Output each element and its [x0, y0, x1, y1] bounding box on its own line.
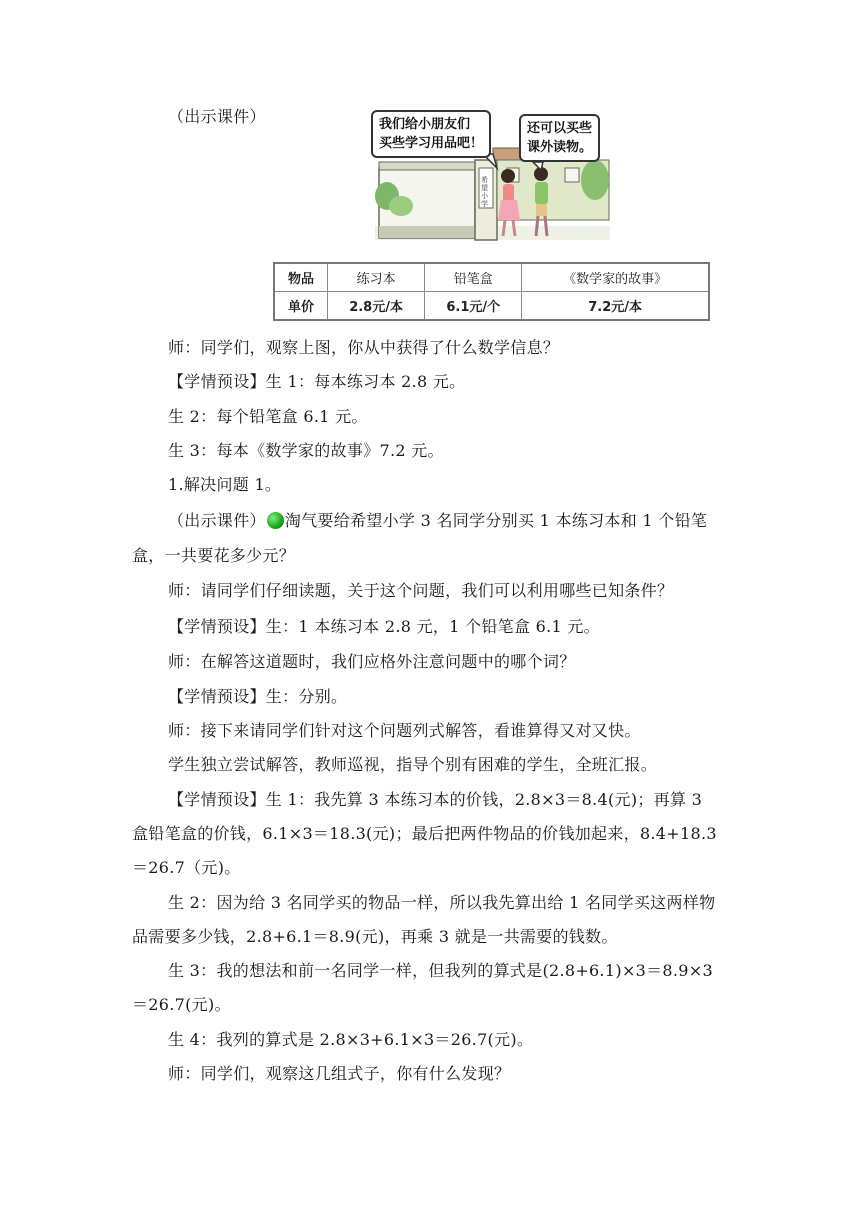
paragraph: ＝26.7(元)。 [132, 995, 231, 1014]
table-row [274, 263, 709, 292]
paragraph: 【学情预设】生：分别。 [168, 687, 348, 706]
paragraph: 盒，一共要花多少元？ [132, 546, 296, 565]
bubble-left-line-1: 我们给小朋友们 [379, 117, 471, 132]
paragraph: 品需要多少钱，2.8+6.1＝8.9(元)，再乘 3 就是一共需要的钱数。 [132, 927, 618, 946]
courseware-label: （出示课件） [168, 107, 266, 126]
paragraph: 生 3：每本《数学家的故事》7.2 元。 [168, 441, 444, 460]
paragraph: 1.解决问题 1。 [168, 475, 282, 494]
table-cell: 练习本 [328, 263, 425, 292]
paragraph: 生 3：我的想法和前一名同学一样，但我列的算式是(2.8+6.1)×3＝8.9×3 [168, 961, 713, 980]
courseware-label-inline: （出示课件） [168, 511, 266, 530]
table-cell: 7.2元/本 [522, 292, 709, 321]
paragraph: 师：接下来请同学们针对这个问题列式解答，看谁算得又对又快。 [168, 721, 641, 740]
speech-bubble-left [371, 110, 491, 158]
green-dot-icon [267, 512, 284, 529]
table-cell: 《数学家的故事》 [522, 263, 709, 292]
paragraph: 【学情预设】生 1：每本练习本 2.8 元。 [168, 372, 466, 391]
paragraph: 【学情预设】生：1 本练习本 2.8 元，1 个铅笔盒 6.1 元。 [168, 617, 600, 636]
paragraph: 师：同学们，观察上图，你从中获得了什么数学信息？ [168, 338, 560, 357]
school-sign: 希望小学 [481, 176, 488, 208]
paragraph: 盒铅笔盒的价钱，6.1×3＝18.3(元)；最后把两件物品的价钱加起来，8.4+18.3 [132, 824, 717, 843]
price-table [273, 262, 710, 321]
paragraph: 生 2：每个铅笔盒 6.1 元。 [168, 407, 368, 426]
paragraph: 学生独立尝试解答，教师巡视，指导个别有困难的学生，全班汇报。 [168, 755, 658, 774]
paragraph: 生 2：因为给 3 名同学买的物品一样，所以我先算出给 1 名同学买这两样物 [168, 893, 716, 912]
illustration [365, 108, 615, 248]
bubble-right-line-2: 课外读物。 [527, 140, 593, 155]
table-cell: 6.1元/个 [425, 292, 522, 321]
paragraph: 【学情预设】生 1：我先算 3 本练习本的价钱，2.8×3＝8.4(元)；再算 3 [168, 790, 703, 809]
paragraph [168, 511, 707, 531]
table-cell: 铅笔盒 [425, 263, 522, 292]
paragraph: 师：同学们，观察这几组式子，你有什么发现？ [168, 1064, 511, 1083]
table-header-item: 物品 [274, 263, 328, 292]
paragraph: 生 4：我列的算式是 2.8×3+6.1×3＝26.7(元)。 [168, 1030, 534, 1049]
speech-bubble-right [519, 114, 600, 162]
table-cell: 2.8元/本 [328, 292, 425, 321]
bubble-left-line-2: 买些学习用品吧！ [379, 136, 484, 151]
paragraph: ＝26.7（元)。 [132, 858, 241, 877]
table-header-price: 单价 [274, 292, 328, 321]
table-row [274, 292, 709, 321]
paragraph: 师：在解答这道题时，我们应格外注意问题中的哪个词？ [168, 652, 576, 671]
bubble-right-line-1: 还可以买些 [527, 121, 593, 136]
problem-text: 淘气要给希望小学 3 名同学分别买 1 本练习本和 1 个铅笔 [284, 511, 708, 530]
paragraph: 师：请同学们仔细读题，关于这个问题，我们可以利用哪些已知条件？ [168, 581, 674, 600]
